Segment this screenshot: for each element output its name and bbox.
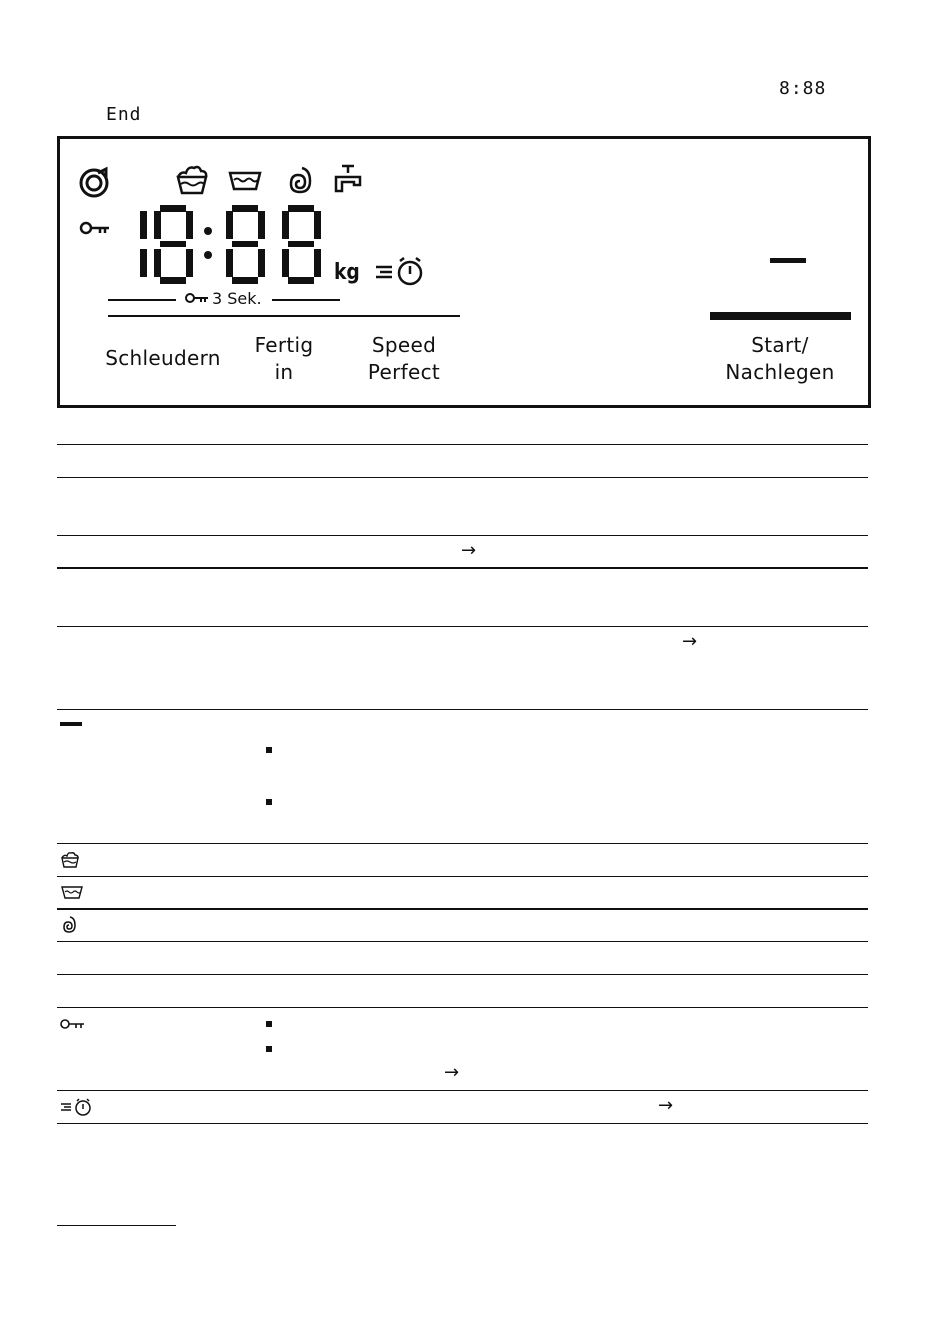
hold-duration: 3 Sek. — [212, 289, 262, 308]
arrow-glyph: → — [444, 1062, 460, 1083]
table-rule — [57, 567, 868, 569]
speed-perfect-icon — [60, 1097, 94, 1116]
display-panel — [57, 136, 871, 408]
table-rule — [57, 843, 868, 844]
list-bullet — [266, 747, 272, 753]
prewash-icon — [60, 851, 80, 868]
speed-perfect-icon — [374, 255, 430, 287]
list-bullet — [266, 1021, 272, 1027]
table-rule — [57, 477, 868, 478]
dash-icon — [60, 722, 82, 726]
spin-icon — [286, 165, 314, 195]
button-label-start-nachlegen[interactable]: Start/ Nachlegen — [725, 333, 835, 384]
weight-unit: kg — [334, 260, 360, 285]
table-rule — [57, 626, 868, 627]
table-rule — [57, 974, 868, 975]
list-bullet — [266, 1046, 272, 1052]
time-readout: 8:88 — [779, 78, 827, 99]
key-icon — [184, 291, 210, 305]
table-rule — [57, 535, 868, 536]
wash-icon — [60, 885, 84, 899]
spin-icon — [60, 915, 78, 934]
hold-line-right — [272, 299, 340, 301]
arrow-glyph: → — [682, 631, 698, 652]
dash-indicator — [770, 258, 806, 263]
button-label-schleudern[interactable]: Schleudern — [105, 346, 221, 370]
table-rule — [57, 1090, 868, 1091]
table-rule — [57, 876, 868, 877]
table-rule — [57, 1007, 868, 1008]
footnote-rule — [57, 1225, 176, 1226]
list-bullet — [266, 799, 272, 805]
start-indicator-bar — [710, 312, 851, 320]
table-rule — [57, 1123, 868, 1124]
rinse-tap-icon — [332, 163, 364, 195]
segment-digits — [136, 203, 326, 285]
prewash-icon — [175, 163, 209, 195]
display-underline — [108, 315, 460, 317]
table-rule — [57, 941, 868, 942]
end-readout: End — [106, 104, 142, 125]
key-icon — [79, 219, 111, 237]
table-rule — [57, 908, 868, 910]
button-label-fertig-in[interactable]: Fertig in — [254, 333, 314, 384]
key-icon — [60, 1018, 86, 1030]
table-rule — [57, 444, 868, 445]
table-rule — [57, 709, 868, 710]
wash-icon — [228, 169, 262, 191]
child-lock-icon — [78, 165, 112, 199]
button-label-speed-perfect[interactable]: Speed Perfect — [367, 333, 441, 384]
arrow-glyph: → — [658, 1095, 674, 1116]
arrow-glyph: → — [461, 540, 477, 561]
hold-line-left — [108, 299, 176, 301]
